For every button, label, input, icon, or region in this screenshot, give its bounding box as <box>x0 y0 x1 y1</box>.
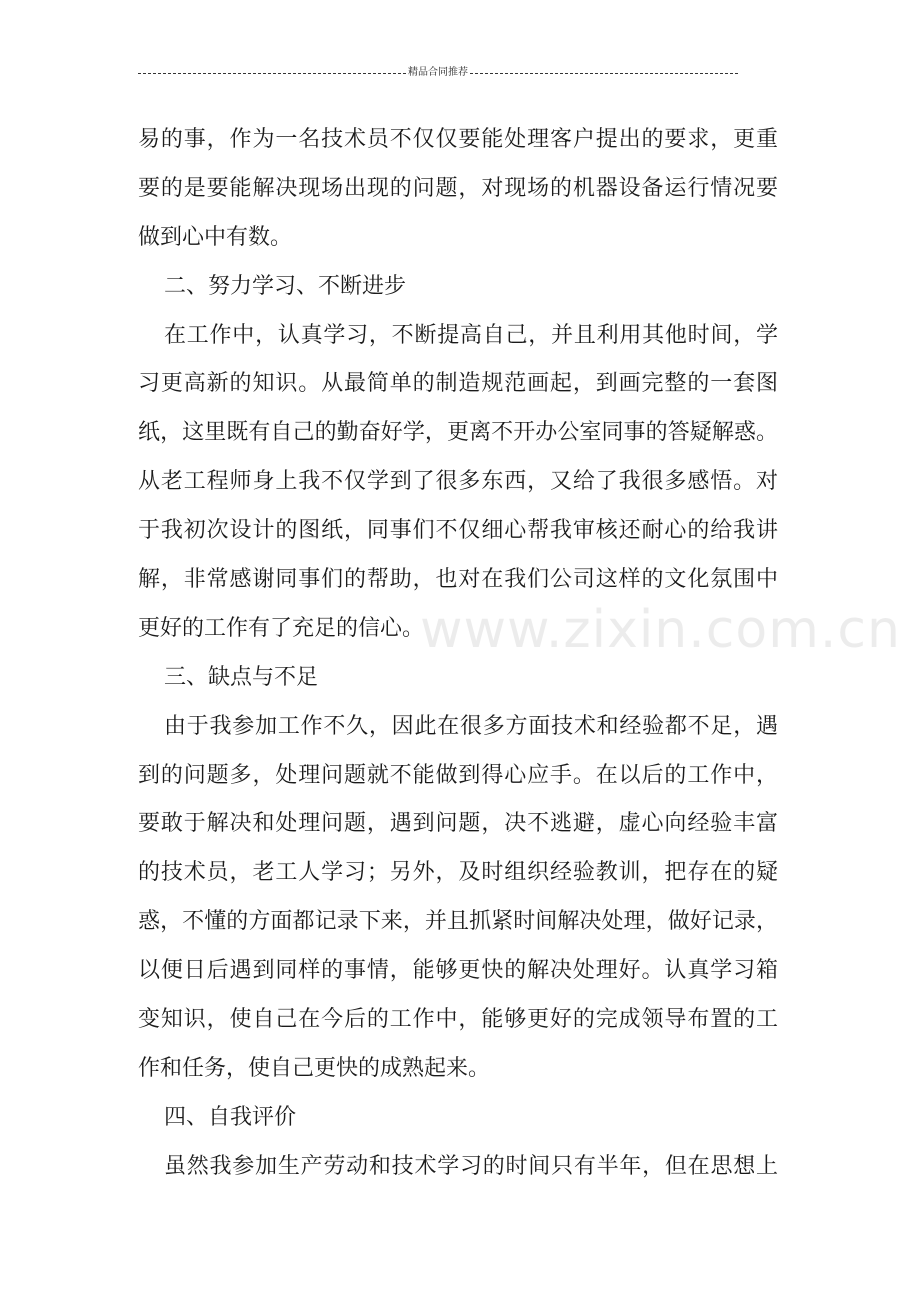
section-heading: 三、缺点与不足 <box>164 664 319 690</box>
text-line: 于我初次设计的图纸，同事们不仅细心帮我审核还耐心的给我讲 <box>138 518 778 544</box>
text-line: 解，非常感谢同事们的帮助，也对在我们公司这样的文化氛围中 <box>138 567 778 593</box>
watermark: www.zixin.com.cn <box>420 600 901 660</box>
text-line: 以便日后遇到同样的事情，能够更快的解决处理好。认真学习箱 <box>138 958 778 984</box>
text-line: 习更高新的知识。从最简单的制造规范画起，到画完整的一套图 <box>138 371 778 397</box>
document-body <box>138 116 778 1192</box>
section-heading: 二、努力学习、不断进步 <box>164 273 407 299</box>
text-line: 到的问题多，处理问题就不能做到得心应手。在以后的工作中， <box>138 762 778 788</box>
header-title: 精品合同推荐 <box>408 67 468 78</box>
text-line: 更好的工作有了充足的信心。 <box>138 615 425 641</box>
text-line: 作和任务，使自己更快的成熟起来。 <box>138 1055 491 1081</box>
text-line: 在工作中，认真学习，不断提高自己，并且利用其他时间，学 <box>164 322 778 348</box>
text-line: 的技术员，老工人学习；另外，及时组织经验教训，把存在的疑 <box>138 860 778 886</box>
text-line: 做到心中有数。 <box>138 224 293 250</box>
page-header <box>138 66 738 80</box>
text-line: 从老工程师身上我不仅学到了很多东西，又给了我很多感悟。对 <box>138 469 778 495</box>
text-line: 要的是要能解决现场出现的问题，对现场的机器设备运行情况要 <box>138 175 778 201</box>
text-line: 由于我参加工作不久，因此在很多方面技术和经验都不足，遇 <box>164 713 778 739</box>
text-line: 纸，这里既有自己的勤奋好学，更离不开办公室同事的答疑解惑。 <box>138 420 778 446</box>
section-heading: 四、自我评价 <box>164 1104 297 1130</box>
text-line: 变知识，使自己在今后的工作中，能够更好的完成领导布置的工 <box>138 1007 778 1033</box>
text-line: 惑，不懂的方面都记录下来，并且抓紧时间解决处理，做好记录， <box>138 909 778 935</box>
text-line: 虽然我参加生产劳动和技术学习的时间只有半年，但在思想上 <box>164 1153 778 1179</box>
header-rule-right <box>470 73 738 74</box>
header-rule-left <box>138 73 406 74</box>
text-line: 要敢于解决和处理问题，遇到问题，决不逃避，虚心向经验丰富 <box>138 811 778 837</box>
text-line: 易的事，作为一名技术员不仅仅要能处理客户提出的要求，更重 <box>138 127 778 152</box>
